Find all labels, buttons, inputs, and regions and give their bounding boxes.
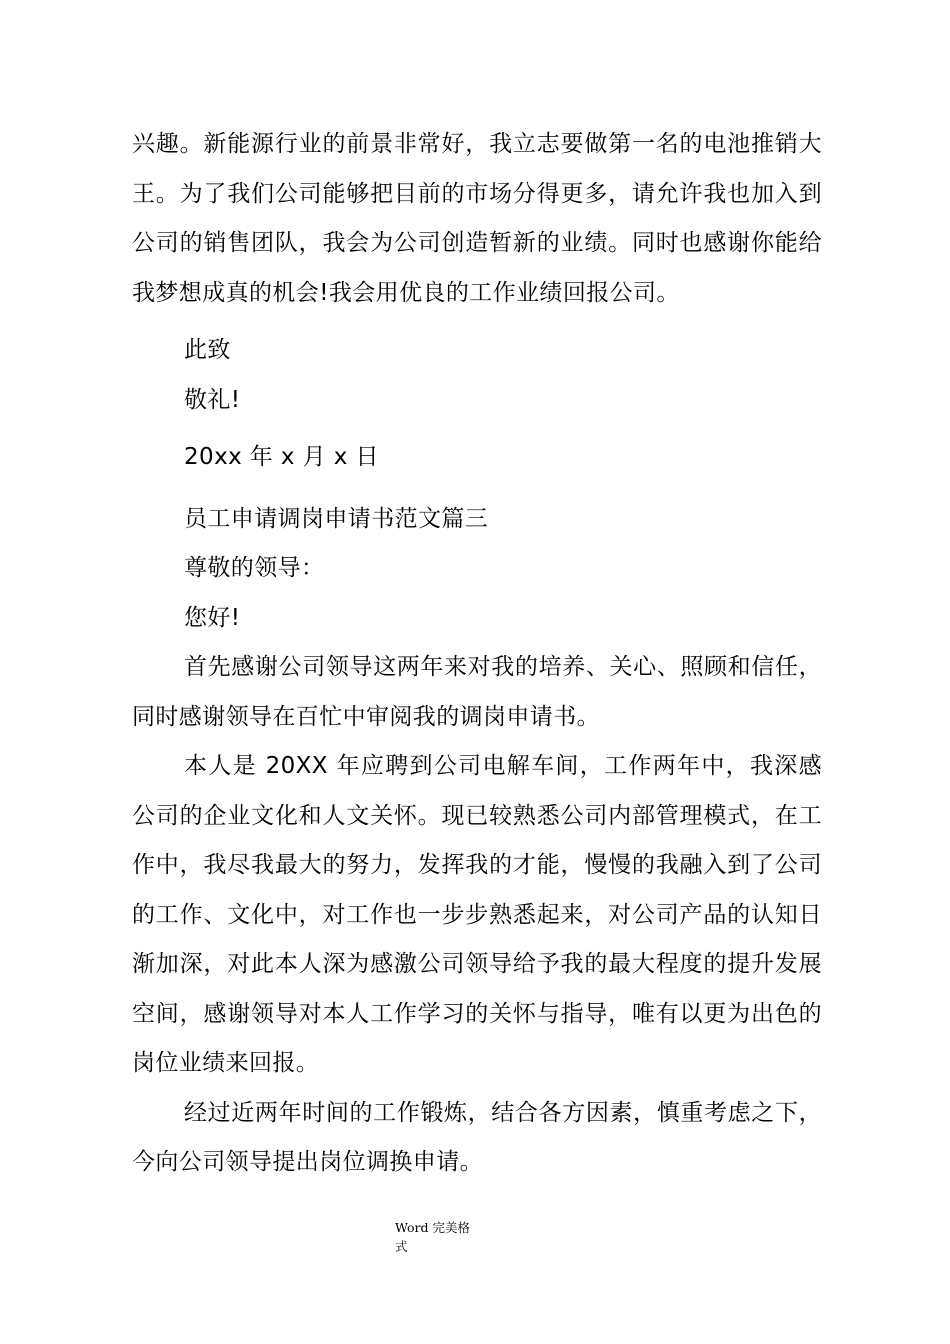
paragraph-2: 本人是 20XX 年应聘到公司电解车间，工作两年中，我深感公司的企业文化和人文关怀。现已较熟悉公司内部管理模式，在工作中，我尽我最大的努力，发挥我的才能，慢慢的我融入到了公司的工作、文化中，对工作也一步步熟悉起来，对公司产品的认知日渐加深，对此本人深为感激公司领导给予我的最大程度的提升发展空间，感谢领导对本人工作学习的关怀与指导，唯有以更为出色的岗位业绩来回报。 [132, 753, 822, 1076]
paragraph-3: 经过近两年时间的工作锻炼，结合各方因素，慎重考虑之下，今向公司领导提出岗位调换申请。 [132, 1099, 822, 1175]
closing-line-2: 敬礼! [184, 386, 241, 413]
document-body [132, 120, 822, 1188]
footer-line-1: Word 完美格 [395, 1220, 470, 1235]
date-line: 20xx 年 x 月 x 日 [184, 444, 379, 470]
greeting: 您好! [184, 604, 241, 631]
section-title: 员工申请调岗申请书范文篇三 [184, 505, 489, 532]
closing-line-1: 此致 [184, 337, 231, 363]
salutation: 尊敬的领导： [184, 555, 325, 581]
continuation-paragraph: 兴趣。新能源行业的前景非常好，我立志要做第一名的电池推销大王。为了我们公司能够把目前的市场分得更多，请允许我也加入到公司的销售团队，我会为公司创造暂新的业绩。同时也感谢你能给我梦想成真的机会!我会用优良的工作业绩回报公司。 [132, 131, 822, 306]
paragraph-1: 首先感谢公司领导这两年来对我的培养、关心、照顾和信任，同时感谢领导在百忙中审阅我的调岗申请书。 [132, 654, 822, 730]
page-footer [395, 1218, 485, 1256]
footer-line-2: 式 [395, 1239, 408, 1254]
